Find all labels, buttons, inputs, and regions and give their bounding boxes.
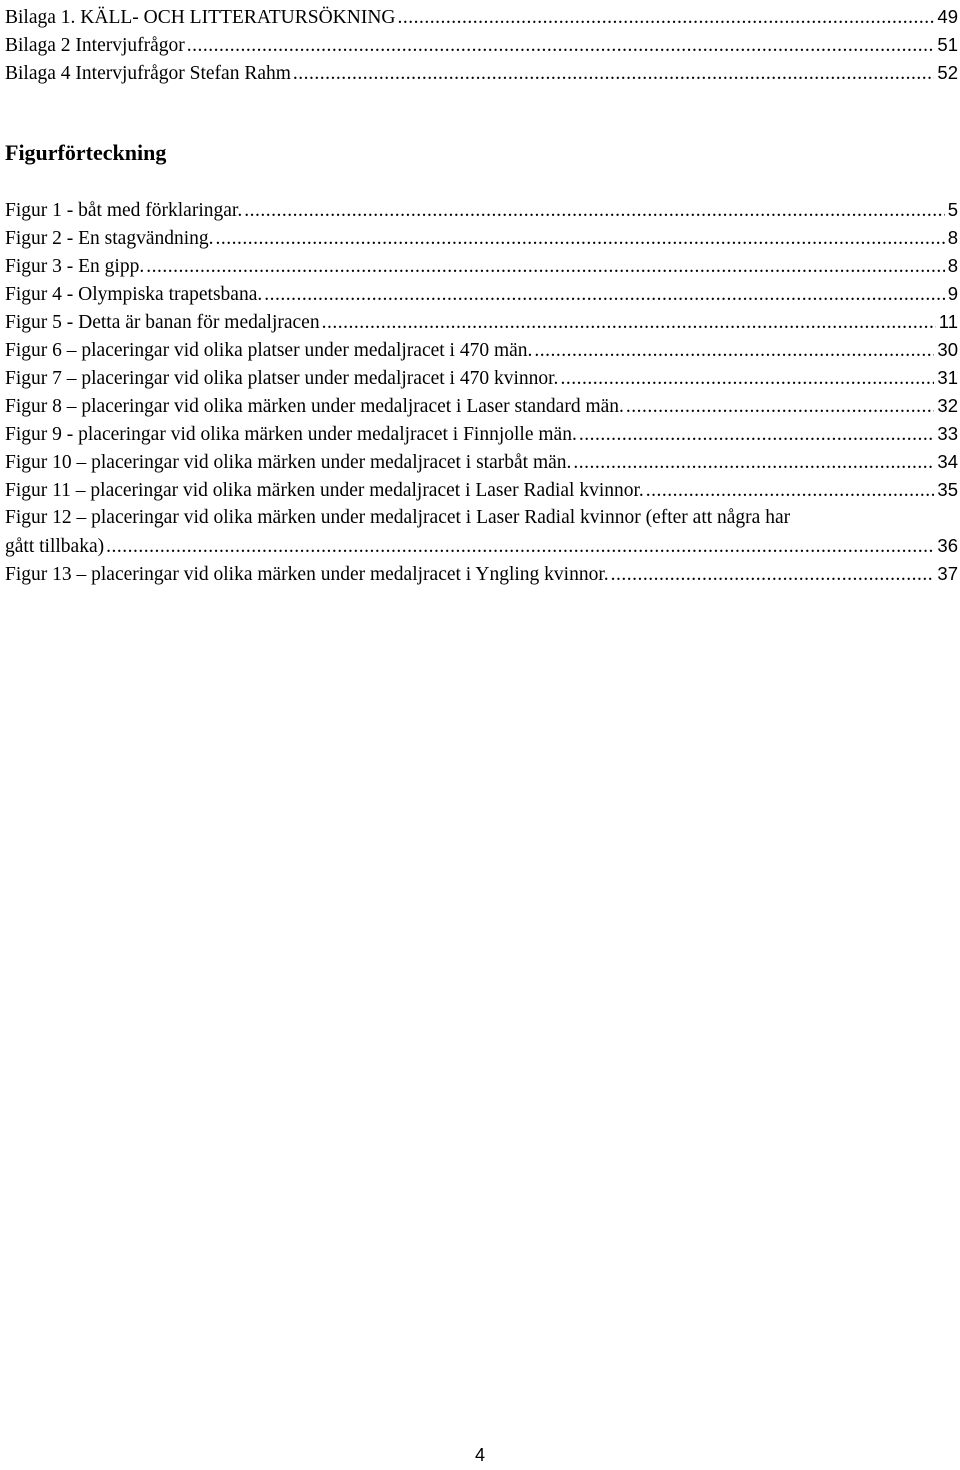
figure-entry-2[interactable] (5, 224, 958, 252)
figure-entry-8[interactable] (5, 392, 958, 420)
figures-heading: Figurförteckning (5, 140, 167, 165)
figure-page-number: 35 (937, 479, 958, 500)
figure-page-number: 36 (937, 535, 958, 556)
dot-leader (185, 32, 935, 59)
dot-leader (577, 421, 935, 448)
figure-entry-text: Figur 4 - Olympiska trapetsbana. (5, 284, 263, 305)
dot-leader (104, 533, 934, 560)
dot-leader (291, 60, 935, 87)
dot-leader (214, 225, 945, 252)
figure-entry-text: Figur 13 – placeringar vid olika märken under medaljracet i Yngling kvinnor. (5, 564, 609, 585)
figure-entry-9[interactable] (5, 420, 958, 448)
dot-leader (242, 197, 945, 224)
figure-entry-3[interactable] (5, 252, 958, 280)
toc-entry-bilaga-2[interactable] (5, 31, 958, 59)
dot-leader (532, 337, 934, 364)
figure-entry-text: Figur 2 - En stagvändning. (5, 228, 214, 249)
dot-leader (320, 309, 936, 336)
figure-entry-11[interactable] (5, 476, 958, 504)
figure-entry-12[interactable] (5, 504, 958, 560)
figure-page-number: 8 (947, 255, 958, 276)
dot-leader (571, 449, 934, 476)
figure-entry-text: Figur 7 – placeringar vid olika platser under medaljracet i 470 kvinnor. (5, 368, 559, 389)
toc-entry-text: Bilaga 1. KÄLL- OCH LITTERATURSÖKNING (5, 7, 396, 28)
figure-page-number: 37 (937, 563, 958, 584)
page-number: 4 (474, 1445, 485, 1465)
figure-toc-list (5, 196, 958, 588)
figure-page-number: 30 (937, 339, 958, 360)
toc-page-number: 52 (937, 62, 958, 83)
figure-entry-1[interactable] (5, 196, 958, 224)
figure-entry-4[interactable] (5, 280, 958, 308)
figure-entry-text: Figur 1 - båt med förklaringar. (5, 200, 243, 221)
figure-page-number: 31 (937, 367, 958, 388)
figure-entry-13[interactable] (5, 560, 958, 588)
figure-entry-text-line1: Figur 12 – placeringar vid olika märken under medaljracet i Laser Radial kvinnor (efter att några har (5, 507, 791, 528)
dot-leader (558, 365, 934, 392)
figure-page-number: 8 (947, 227, 958, 248)
figure-entry-text: Figur 10 – placeringar vid olika märken under medaljracet i starbåt män. (5, 452, 572, 473)
appendix-toc-list (5, 3, 958, 87)
figure-page-number: 5 (947, 199, 958, 220)
toc-page-number: 49 (937, 6, 958, 27)
figure-entry-6[interactable] (5, 336, 958, 364)
figure-page-number: 34 (937, 451, 958, 472)
dot-leader (396, 4, 935, 31)
figure-page-number: 33 (937, 423, 958, 444)
figure-entry-text: Figur 11 – placeringar vid olika märken under medaljracet i Laser Radial kvinnor. (5, 480, 644, 501)
figure-entry-5[interactable] (5, 308, 958, 336)
figure-entry-text: Figur 5 - Detta är banan för medaljracen (5, 312, 320, 333)
figure-page-number: 9 (947, 283, 958, 304)
figure-entry-text-line2: gått tillbaka) (5, 536, 105, 557)
figure-entry-text: Figur 3 - En gipp. (5, 256, 145, 277)
dot-leader (262, 281, 944, 308)
figure-page-number: 32 (937, 395, 958, 416)
figure-entry-text: Figur 8 – placeringar vid olika märken under medaljracet i Laser standard män. (5, 396, 624, 417)
figure-page-number: 11 (938, 311, 958, 332)
figure-entry-7[interactable] (5, 364, 958, 392)
toc-entry-bilaga-1[interactable] (5, 3, 958, 31)
toc-entry-bilaga-4[interactable] (5, 59, 958, 87)
toc-entry-text: Bilaga 4 Intervjufrågor Stefan Rahm (5, 63, 291, 84)
figure-entry-text: Figur 6 – placeringar vid olika platser under medaljracet i 470 män. (5, 340, 533, 361)
toc-page-number: 51 (937, 34, 958, 55)
figure-entry-10[interactable] (5, 448, 958, 476)
dot-leader (644, 477, 935, 504)
dot-leader (144, 253, 944, 280)
dot-leader (609, 561, 935, 588)
figure-entry-text: Figur 9 - placeringar vid olika märken under medaljracet i Finnjolle män. (5, 424, 577, 445)
toc-entry-text: Bilaga 2 Intervjufrågor (5, 35, 185, 56)
dot-leader (624, 393, 935, 420)
